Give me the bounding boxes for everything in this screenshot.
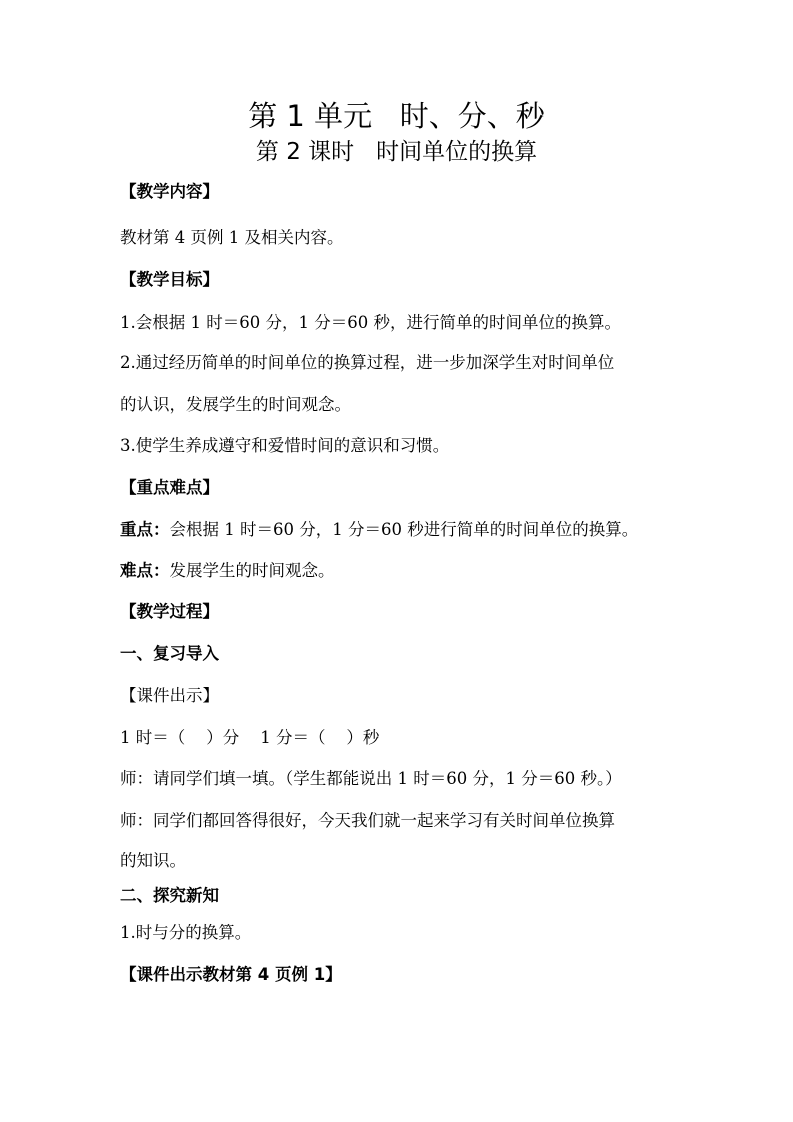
goal-2-line-2: 的认识，发展学生的时间观念。 xyxy=(120,395,351,414)
fill-in-exercise: 1 时＝（ ）分 1 分＝（ ）秒 xyxy=(120,728,380,747)
key-point-text: 会根据 1 时＝60 分，1 分＝60 秒进行简单的时间单位的换算。 xyxy=(169,520,639,539)
difficult-point-label: 难点： xyxy=(120,561,170,580)
section-explore: 二、探究新知 xyxy=(120,886,219,905)
heading-teaching-goals: 【教学目标】 xyxy=(120,270,219,289)
difficult-point-line xyxy=(120,559,335,583)
teacher-line-2-cont: 的知识。 xyxy=(120,851,186,870)
courseware-example: 【课件出示教材第 4 页例 1】 xyxy=(120,965,342,984)
goal-2-line-1: 2.通过经历简单的时间单位的换算过程，进一步加深学生对时间单位 xyxy=(120,353,615,372)
courseware-display: 【课件出示】 xyxy=(120,686,219,705)
heading-key-points: 【重点难点】 xyxy=(120,478,219,497)
heading-teaching-content: 【教学内容】 xyxy=(120,182,219,201)
key-point-label: 重点： xyxy=(120,520,170,539)
goal-1: 1.会根据 1 时＝60 分，1 分＝60 秒，进行简单的时间单位的换算。 xyxy=(120,313,621,332)
key-point-line xyxy=(120,518,638,542)
goal-3: 3.使学生养成遵守和爱惜时间的意识和习惯。 xyxy=(120,436,450,455)
subsection-hour-minute: 1.时与分的换算。 xyxy=(120,923,252,942)
content-text: 教材第 4 页例 1 及相关内容。 xyxy=(120,228,344,247)
lesson-title: 第 2 课时 时间单位的换算 xyxy=(255,139,538,165)
teacher-line-1: 师：请同学们填一填。（学生都能说出 1 时＝60 分，1 分＝60 秒。） xyxy=(120,769,622,788)
heading-teaching-process: 【教学过程】 xyxy=(120,602,219,621)
teacher-line-2: 师：同学们都回答得很好，今天我们就一起来学习有关时间单位换算 xyxy=(120,811,615,830)
difficult-point-text: 发展学生的时间观念。 xyxy=(169,561,335,580)
unit-title: 第 1 单元 时、分、秒 xyxy=(248,99,545,133)
section-review: 一、复习导入 xyxy=(120,644,219,663)
